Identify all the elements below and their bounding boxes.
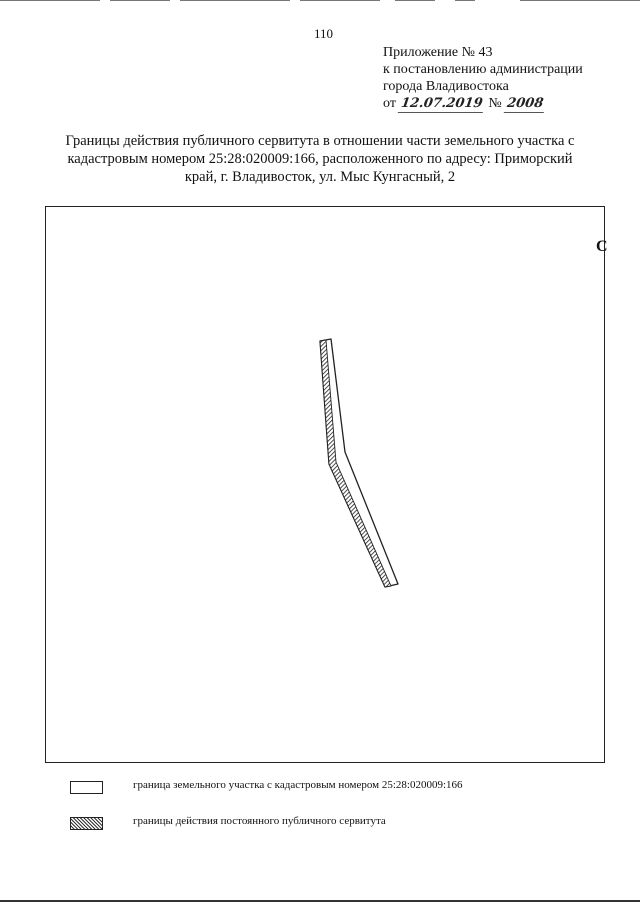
legend-label-parcel: граница земельного участка с кадастровым номером 25:28:020009:166 xyxy=(133,779,463,791)
north-label: С xyxy=(596,238,608,255)
appendix-line-1: Приложение № 43 xyxy=(383,45,493,60)
handwritten-number: 2008 xyxy=(504,95,547,113)
number-prefix: № xyxy=(488,96,502,111)
page-number: 110 xyxy=(314,26,334,41)
document-title: Границы действия публичного сервитута в отношении части земельного участка с кадастровым номером 25:28:020009:166, расположенного по адресу: Приморский край, г. Владивосток, ул. Мыс Кунгасный, 2 xyxy=(65,133,575,185)
appendix-date-line xyxy=(383,95,583,113)
scan-top-edge xyxy=(0,0,640,3)
appendix-header xyxy=(383,44,583,113)
scan-bottom-edge xyxy=(0,900,640,902)
legend-hatched-swatch xyxy=(70,817,103,830)
handwritten-date: 12.07.2019 xyxy=(398,95,486,113)
appendix-line-2: к постановлению администрации xyxy=(383,62,583,77)
parcel-map xyxy=(45,206,605,763)
date-prefix: от xyxy=(383,96,396,111)
legend-label-servitude: границы действия постоянного публичного сервитута xyxy=(133,815,386,827)
appendix-line-3: города Владивостока xyxy=(383,79,509,94)
legend-outline-swatch xyxy=(70,781,103,794)
